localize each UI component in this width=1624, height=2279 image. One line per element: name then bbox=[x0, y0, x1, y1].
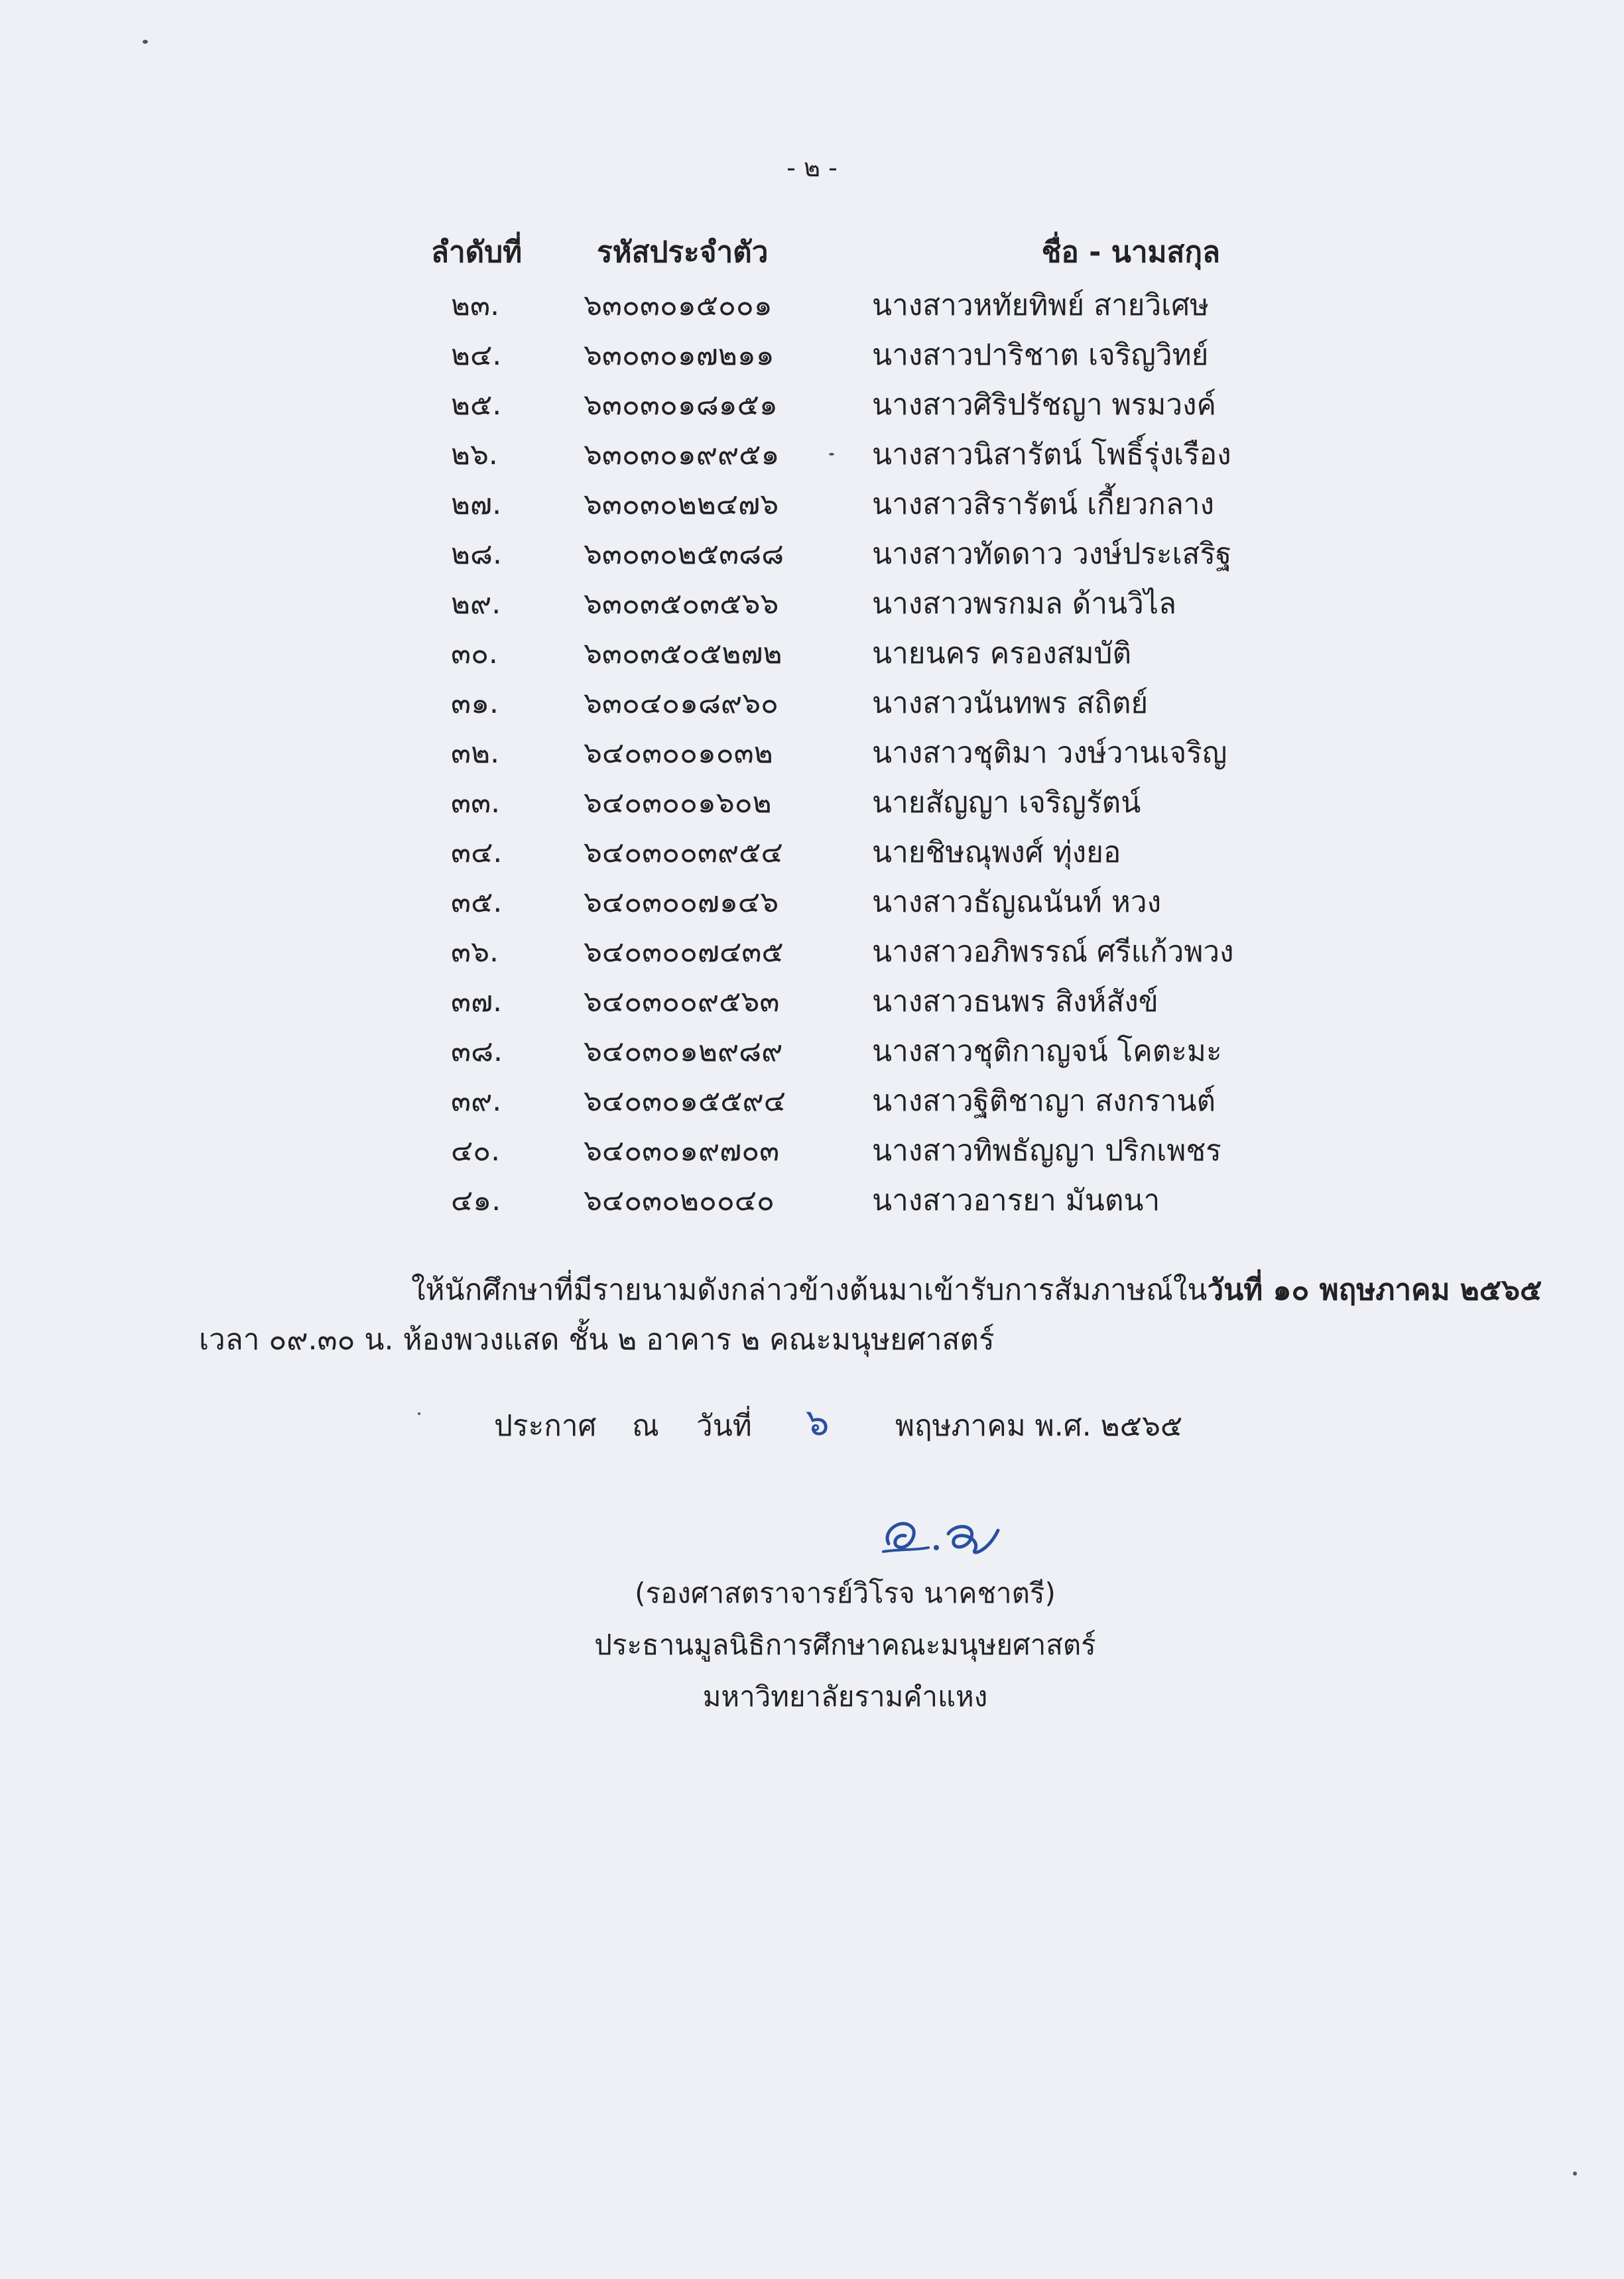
scan-speck bbox=[143, 40, 148, 44]
table-row bbox=[0, 1028, 1624, 1078]
table-row bbox=[0, 630, 1624, 680]
row-name: นางสาวสิรารัตน์ เกี้ยวกลาง bbox=[872, 487, 1214, 521]
row-name: นางสาวธนพร สิงห์สังข์ bbox=[872, 985, 1158, 1018]
table-row bbox=[0, 332, 1624, 381]
page-number: - ๒ - bbox=[786, 153, 838, 182]
row-name: นางสาวพรกมล ด้านวิไล bbox=[872, 587, 1176, 621]
row-student-id: ๖๔๐๓๐๐๓๙๕๔ bbox=[584, 835, 783, 869]
announce-day-label: วันที่ bbox=[696, 1409, 752, 1443]
row-name: นางสาวอภิพรรณ์ ศรีแก้วพวง bbox=[872, 935, 1234, 969]
row-order: ๔๑. bbox=[451, 1184, 501, 1217]
announce-month-year: พฤษภาคม พ.ศ. ๒๕๖๕ bbox=[895, 1409, 1183, 1443]
row-student-id: ๖๔๐๓๐๐๗๑๔๖ bbox=[584, 885, 779, 919]
notice-line-1 bbox=[411, 1266, 1542, 1313]
row-name: นางสาวปาริชาต เจริญวิทย์ bbox=[872, 338, 1209, 372]
row-order: ๔๐. bbox=[451, 1134, 501, 1168]
row-student-id: ๖๔๐๓๐๒๐๐๔๐ bbox=[584, 1184, 775, 1217]
scan-speck bbox=[829, 453, 834, 456]
row-order: ๓๒. bbox=[451, 736, 500, 770]
table-row bbox=[0, 481, 1624, 530]
notice-prefix: ให้นักศึกษาที่มีรายนามดังกล่าวข้างต้นมาเข้ารับการสัมภาษณ์ใน bbox=[411, 1273, 1208, 1307]
table-row bbox=[0, 680, 1624, 729]
row-order: ๒๖. bbox=[451, 438, 498, 471]
row-name: นางสาวทิพธัญญา ปริกเพชร bbox=[872, 1134, 1221, 1168]
announce-at: ณ bbox=[632, 1409, 659, 1443]
row-student-id: ๖๔๐๓๐๑๒๙๘๙ bbox=[584, 1034, 783, 1068]
signer-name: (รองศาสตราจารย์วิโรจ นาคชาตรี) bbox=[635, 1577, 1056, 1609]
row-name: นางสาวชุติมา วงษ์วานเจริญ bbox=[872, 736, 1227, 770]
row-name: นางสาวศิริปรัชญา พรมวงค์ bbox=[872, 388, 1216, 422]
header-name: ชื่อ - นามสกุล bbox=[1041, 235, 1220, 269]
row-order: ๒๗. bbox=[451, 487, 502, 521]
row-student-id: ๖๓๐๓๕๐๕๒๗๒ bbox=[584, 637, 782, 670]
row-student-id: ๖๓๐๓๐๒๒๔๗๖ bbox=[584, 487, 779, 521]
signer-position: ประธานมูลนิธิการศึกษาคณะมนุษยศาสตร์ bbox=[594, 1629, 1096, 1661]
scan-speck bbox=[1573, 2172, 1577, 2176]
row-name: นายสัญญา เจริญรัตน์ bbox=[872, 786, 1141, 820]
row-order: ๓๕. bbox=[451, 885, 503, 919]
row-student-id: ๖๔๐๓๐๐๑๖๐๒ bbox=[584, 786, 772, 820]
table-row bbox=[0, 879, 1624, 928]
row-student-id: ๖๓๐๓๐๑๗๒๑๑ bbox=[584, 338, 775, 372]
row-order: ๓๔. bbox=[451, 835, 503, 869]
table-row bbox=[0, 729, 1624, 779]
row-student-id: ๖๓๐๓๐๑๙๙๕๑ bbox=[584, 438, 780, 471]
row-student-id: ๖๔๐๓๐๐๑๐๓๒ bbox=[584, 736, 773, 770]
row-order: ๓๙. bbox=[451, 1084, 502, 1118]
handwritten-day: ๖ bbox=[806, 1401, 830, 1444]
table-row bbox=[0, 381, 1624, 431]
row-order: ๒๙. bbox=[451, 587, 501, 621]
row-student-id: ๖๔๐๓๐๑๙๗๐๓ bbox=[584, 1134, 780, 1168]
row-student-id: ๖๔๐๓๐๑๕๕๙๔ bbox=[584, 1084, 786, 1118]
row-name: นางสาวนันทพร สถิตย์ bbox=[872, 686, 1149, 720]
signer-organization: มหาวิทยาลัยรามคำแหง bbox=[702, 1680, 988, 1713]
row-name: นางสาวหทัยทิพย์ สายวิเศษ bbox=[872, 288, 1210, 322]
header-order: ลำดับที่ bbox=[431, 235, 523, 269]
row-order: ๓๓. bbox=[451, 786, 501, 820]
table-row bbox=[0, 829, 1624, 879]
row-name: นายชิษณุพงศ์ ทุ่งยอ bbox=[872, 835, 1121, 869]
row-name: นางสาวนิสารัตน์ โพธิ์รุ่งเรือง bbox=[872, 438, 1231, 471]
row-student-id: ๖๔๐๓๐๐๗๔๓๕ bbox=[584, 935, 784, 969]
table-row bbox=[0, 530, 1624, 580]
row-order: ๓๘. bbox=[451, 1034, 503, 1068]
row-student-id: ๖๓๐๓๐๒๕๓๘๘ bbox=[584, 537, 784, 571]
row-order: ๓๑. bbox=[451, 686, 499, 720]
row-order: ๒๓. bbox=[451, 288, 500, 322]
header-student-id: รหัสประจำตัว bbox=[597, 235, 769, 269]
table-row bbox=[0, 1078, 1624, 1127]
row-name: นางสาวทัดดาว วงษ์ประเสริฐ bbox=[872, 537, 1232, 571]
row-student-id: ๖๓๐๓๐๑๕๐๐๑ bbox=[584, 288, 773, 322]
row-order: ๒๘. bbox=[451, 537, 502, 571]
row-student-id: ๖๔๐๓๐๐๙๕๖๓ bbox=[584, 985, 780, 1018]
row-name: นางสาวชุติกาญจน์ โคตะมะ bbox=[872, 1034, 1222, 1068]
row-order: ๓๖. bbox=[451, 935, 499, 969]
row-order: ๓๐. bbox=[451, 637, 498, 670]
row-name: นางสาวอารยา มันตนา bbox=[872, 1184, 1160, 1217]
table-row bbox=[0, 1127, 1624, 1177]
row-student-id: ๖๓๐๓๐๑๘๑๕๑ bbox=[584, 388, 778, 422]
table-row bbox=[0, 779, 1624, 829]
signature-mark bbox=[875, 1504, 1008, 1564]
row-order: ๓๗. bbox=[451, 985, 503, 1018]
announce-label: ประกาศ bbox=[494, 1409, 597, 1443]
table-row bbox=[0, 978, 1624, 1028]
row-student-id: ๖๓๐๓๕๐๓๕๖๖ bbox=[584, 587, 779, 621]
row-name: นางสาวธัญณนันท์ หวง bbox=[872, 885, 1162, 919]
row-order: ๒๔. bbox=[451, 338, 502, 372]
row-order: ๒๕. bbox=[451, 388, 502, 422]
row-student-id: ๖๓๐๔๐๑๘๙๖๐ bbox=[584, 686, 779, 720]
table-row bbox=[0, 580, 1624, 630]
scan-speck bbox=[418, 1412, 420, 1415]
interview-date: วันที่ ๑๐ พฤษภาคม ๒๕๖๕ bbox=[1207, 1273, 1542, 1307]
notice-line-2: เวลา ๐๙.๓๐ น. ห้องพวงแสด ชั้น ๒ อาคาร ๒ คณะมนุษยศาสตร์ bbox=[199, 1323, 995, 1357]
row-name: นางสาวฐิติชาญา สงกรานต์ bbox=[872, 1084, 1216, 1118]
table-row bbox=[0, 1177, 1624, 1227]
table-row bbox=[0, 282, 1624, 332]
row-name: นายนคร ครองสมบัติ bbox=[872, 637, 1132, 670]
table-row bbox=[0, 928, 1624, 978]
table-row bbox=[0, 431, 1624, 481]
